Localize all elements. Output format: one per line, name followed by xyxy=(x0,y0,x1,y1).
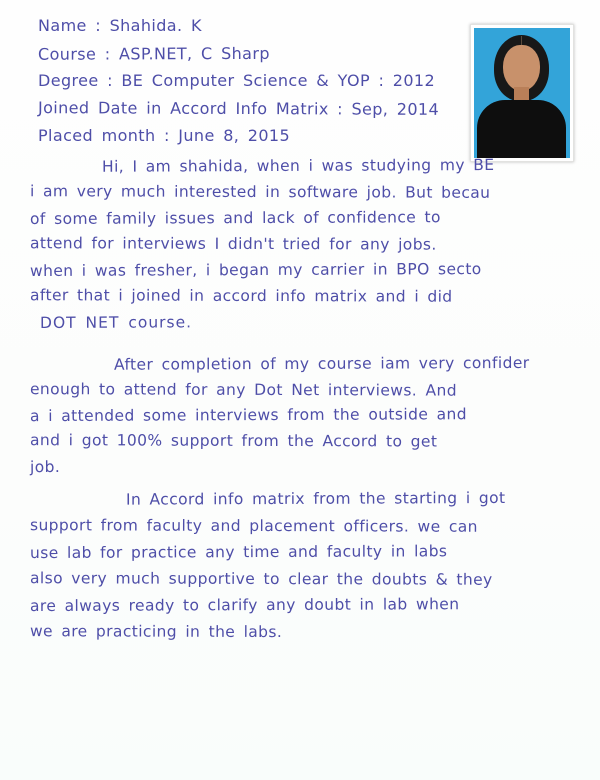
detail-joined-date: Joined Date in Accord Info Matrix : Sep, 2014 xyxy=(37,97,440,119)
handwritten-line: are always ready to clarify any doubt in lab when xyxy=(29,595,460,616)
testimonial-paragraph-3 xyxy=(30,486,506,645)
handwritten-line: After completion of my course iam very confider xyxy=(113,353,530,374)
handwritten-line: and i got 100% support from the Accord to get xyxy=(29,430,438,451)
handwritten-line: enough to attend for any Dot Net interviews. And xyxy=(29,379,457,400)
handwritten-line: Hi, I am shahida, when i was studying my BE xyxy=(101,155,495,176)
photo-face xyxy=(503,45,540,91)
detail-degree: Degree : BE Computer Science & YOP : 2012 xyxy=(38,71,436,90)
photo-neck xyxy=(514,87,529,101)
detail-name: Name : Shahida. K xyxy=(38,16,202,35)
testimonial-paragraph-2 xyxy=(30,352,530,480)
handwritten-line: i am very much interested in software job. But becau xyxy=(29,182,491,202)
handwritten-line: support from faculty and placement officers. we can xyxy=(29,515,478,536)
handwritten-line: after that i joined in accord info matrix and i did xyxy=(29,286,453,306)
handwritten-line: when i was fresher, i began my carrier in BPO secto xyxy=(29,260,482,281)
handwritten-line: attend for interviews I didn't tried for any jobs. xyxy=(29,234,437,254)
student-photo xyxy=(470,24,574,162)
student-photo-image xyxy=(474,28,570,158)
photo-shirt xyxy=(477,100,566,158)
handwritten-line: use lab for practice any time and faculty in labs xyxy=(29,542,448,563)
handwritten-line: a i attended some interviews from the outside and xyxy=(29,405,467,426)
detail-placed-month: Placed month : June 8, 2015 xyxy=(38,126,291,145)
testimonial-paragraph-1 xyxy=(30,153,494,335)
handwritten-line: of some family issues and lack of confidence to xyxy=(29,208,441,229)
detail-course: Course : ASP.NET, C Sharp xyxy=(37,43,270,64)
handwritten-line: In Accord info matrix from the starting i got xyxy=(125,488,506,509)
handwritten-line: job. xyxy=(29,458,61,477)
student-details xyxy=(38,12,439,150)
handwritten-line: also very much supportive to clear the doubts & they xyxy=(29,568,493,589)
handwritten-line: DOT NET course. xyxy=(39,313,193,332)
handwritten-line: we are practicing in the labs. xyxy=(29,621,283,641)
